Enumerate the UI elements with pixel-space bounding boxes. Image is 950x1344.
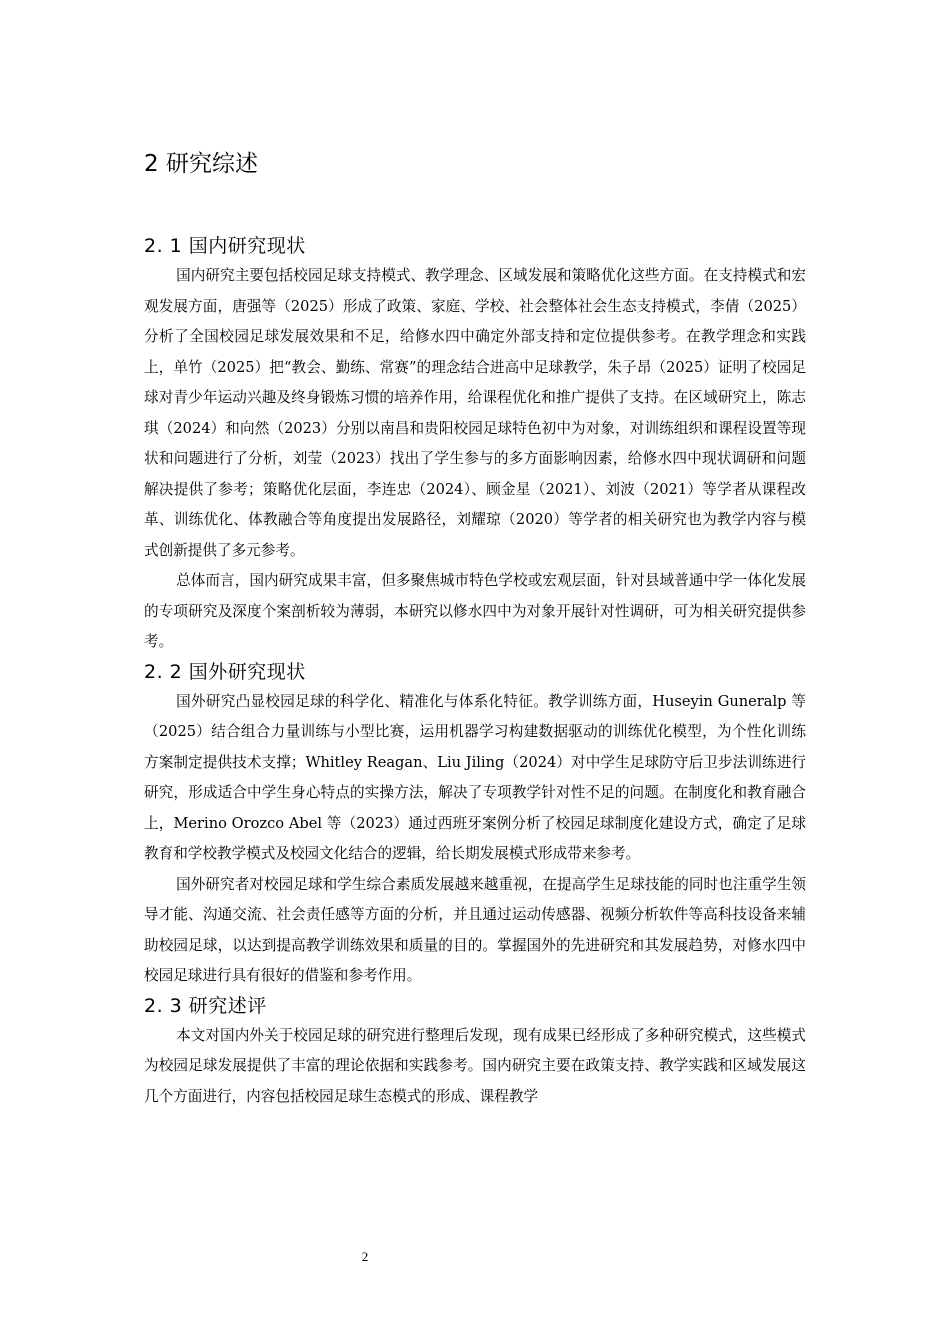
paragraph: 国外研究者对校园足球和学生综合素质发展越来越重视，在提高学生足球技能的同时也注重学生领导才能、沟通交流、社会责任感等方面的分析，并且通过运动传感器、视频分析软件等高科技设备来辅助校园足球，以达到提高教学训练效果和质量的目的。掌握国外的先进研究和其发展趋势，对修水四中校园足球进行具有很好的借鉴和参考作用。 bbox=[144, 875, 806, 984]
paragraph: 国内研究主要包括校园足球支持模式、教学理念、区域发展和策略优化这些方面。在支持模式和宏观发展方面，唐强等（2025）形成了政策、家庭、学校、社会整体社会生态支持模式，李倩（2025）分析了全国校园足球发展效果和不足，给修水四中确定外部支持和定位提供参考。在教学理念和实践上，单竹（2025）把“教会、勤练、常赛”的理念结合进高中足球教学，朱子昂（2025）证明了校园足球对青少年运动兴趣及终身锻炼习惯的培养作用，给课程优化和推广提供了支持。在区域研究上，陈志琪（2024）和向然（2023）分别以南昌和贵阳校园足球特色初中为对象，对训练组织和课程设置等现状和问题进行了分析，刘莹（2023）找出了学生参与的多方面影响因素，给修水四中现状调研和问题解决提供了参考；策略优化层面，李连忠（2024）、顾金星（2021）、刘波（2021）等学者从课程改革、训练优化、体教融合等角度提出发展路径，刘耀琼（2020）等学者的相关研究也为教学内容与模式创新提供了多元参考。 bbox=[144, 267, 806, 559]
page-number: 2 bbox=[361, 1249, 369, 1264]
section-title: 2. 2 国外研究现状 bbox=[144, 660, 306, 683]
section-domestic-research bbox=[144, 232, 806, 658]
section-foreign-research bbox=[144, 658, 806, 992]
section-research-review bbox=[144, 992, 806, 1113]
paragraph: 总体而言，国内研究成果丰富，但多聚焦城市特色学校或宏观层面，针对县域普通中学一体化发展的专项研究及深度个案剖析较为薄弱，本研究以修水四中为对象开展针对性调研，可为相关研究提供参考。 bbox=[144, 572, 806, 650]
paragraph: 本文对国内外关于校园足球的研究进行整理后发现，现有成果已经形成了多种研究模式，这些模式为校园足球发展提供了丰富的理论依据和实践参考。国内研究主要在政策支持、教学实践和区域发展这几个方面进行，内容包括校园足球生态模式的形成、课程教学 bbox=[144, 1026, 806, 1105]
section-title: 2. 1 国内研究现状 bbox=[144, 235, 306, 257]
paragraph: 国外研究凸显校园足球的科学化、精准化与体系化特征。教学训练方面，Huseyin Guneralp 等（2025）结合组合力量训练与小型比赛，运用机器学习构建数据驱动的训练优化模型，为个性化训练方案制定提供技术支撑；Whitley Reagan、Liu Jiling（2024）对中学生足球防守后卫步法训练进行研究，形成适合中学生身心特点的实操方法，解决了专项教学针对性不足的问题。在制度化和教育融合上，Merino Orozco Abel 等（2023）通过西班牙案例分析了校园足球制度化建设方式，确定了足球教育和学校教学模式及校园文化结合的逻辑，给长期发展模式形成带来参考。 bbox=[144, 692, 806, 862]
chapter-title: 2 研究综述 bbox=[144, 151, 258, 177]
page-content bbox=[144, 142, 806, 1112]
section-title: 2. 3 研究述评 bbox=[144, 994, 267, 1017]
